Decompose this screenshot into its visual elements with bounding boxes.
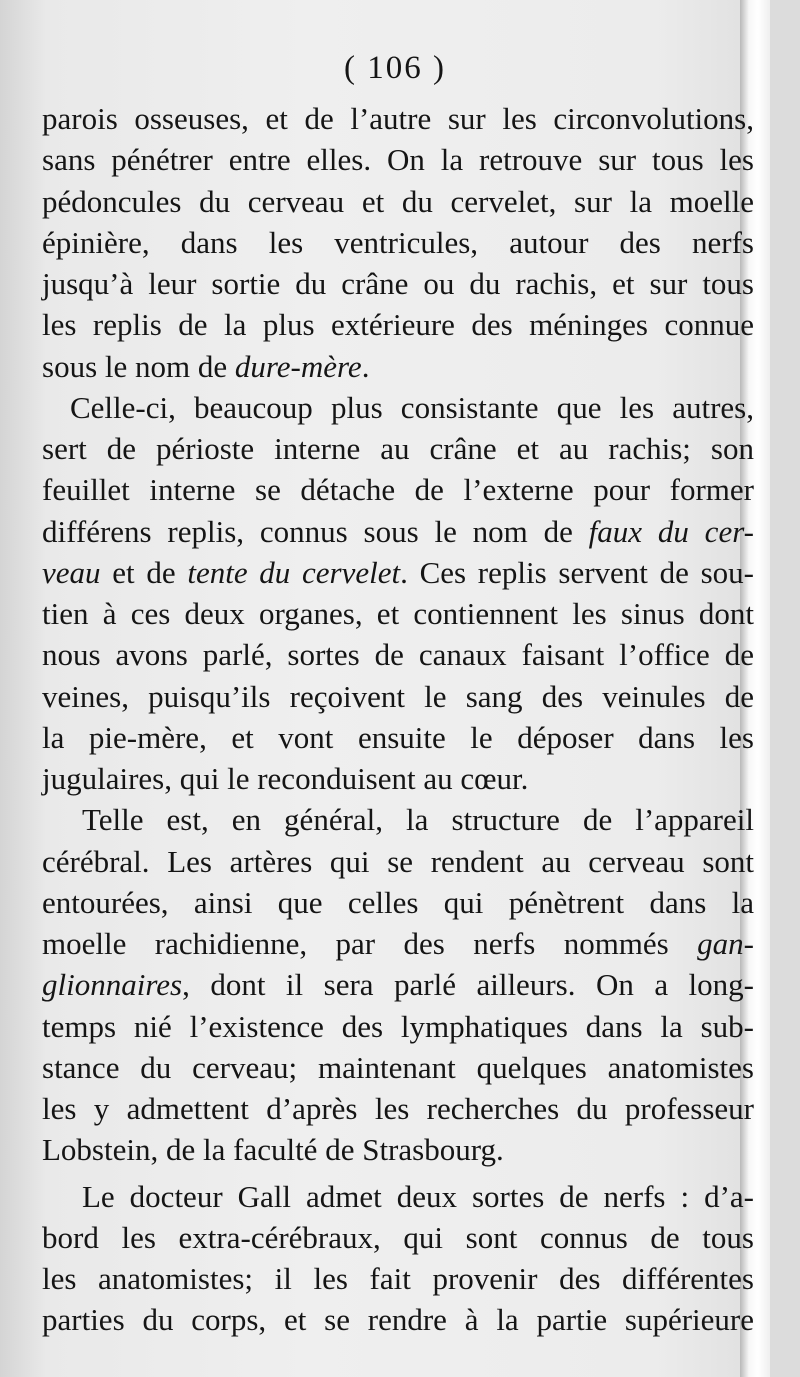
text-line: différens replis, connus sous le nom de faux du cer-: [42, 513, 754, 549]
text-line: moelle rachidienne, par des nerfs nommés gan-: [42, 926, 754, 961]
text-line: feuillet interne se détache de l’externe pour former: [42, 472, 754, 508]
text-line: sous le nom de dure-mère.: [42, 348, 370, 384]
text-line: les replis de la plus extérieure des méninges connue: [42, 307, 754, 343]
text-line: Celle-ci, beaucoup plus consistante que les autres,: [70, 389, 754, 425]
text-line: épinière, dans les ventricules, autour des nerfs: [42, 224, 754, 260]
text-line: la pie-mère, et vont ensuite le déposer dans les: [42, 719, 754, 755]
text-line: sans pénétrer entre elles. On la retrouve sur tous les: [42, 142, 754, 178]
text-line: sert de périoste interne au crâne et au rachis; son: [42, 431, 754, 466]
text-line: les anatomistes; il les fait provenir des différentes: [42, 1261, 754, 1296]
text-line: cérébral. Les artères qui se rendent au cerveau sont: [42, 843, 754, 879]
text-line: les y admettent d’après les recherches du professeur: [42, 1091, 754, 1126]
body-text: [42, 98, 754, 1341]
text-line: veau et de tente du cervelet. Ces replis servent de sou-: [42, 554, 754, 590]
text-line: tien à ces deux organes, et contiennent les sinus dont: [42, 596, 754, 631]
text-line: Lobstein, de la faculté de Strasbourg.: [42, 1132, 504, 1168]
text-line: jusqu’à leur sortie du crâne ou du rachis, et sur tous: [42, 266, 754, 301]
text-line: Telle est, en général, la structure de l’appareil: [82, 802, 754, 838]
text-line: entourées, ainsi que celles qui pénètrent dans la: [42, 884, 754, 920]
text-line: parties du corps, et se rendre à la partie supérieure: [42, 1302, 754, 1338]
text-line: nous avons parlé, sortes de canaux faisant l’office de: [42, 637, 754, 673]
text-line: glionnaires, dont il sera parlé ailleurs. On a long-: [42, 967, 754, 1003]
text-line: Le docteur Gall admet deux sortes de nerfs : d’a-: [82, 1178, 754, 1214]
text-line: stance du cerveau; maintenant quelques anatomistes: [42, 1049, 754, 1085]
text-line: parois osseuses, et de l’autre sur les circonvolutions,: [42, 101, 754, 136]
text-line: veines, puisqu’ils reçoivent le sang des veinules de: [42, 678, 754, 714]
page-number: ( 106 ): [344, 50, 446, 86]
text-line: pédoncules du cerveau et du cervelet, sur la moelle: [42, 183, 754, 219]
text-line: bord les extra-cérébraux, qui sont connus de tous: [42, 1219, 754, 1255]
text-line: jugulaires, qui le reconduisent au cœur.: [42, 761, 529, 796]
text-line: temps nié l’existence des lymphatiques dans la sub-: [42, 1008, 754, 1044]
